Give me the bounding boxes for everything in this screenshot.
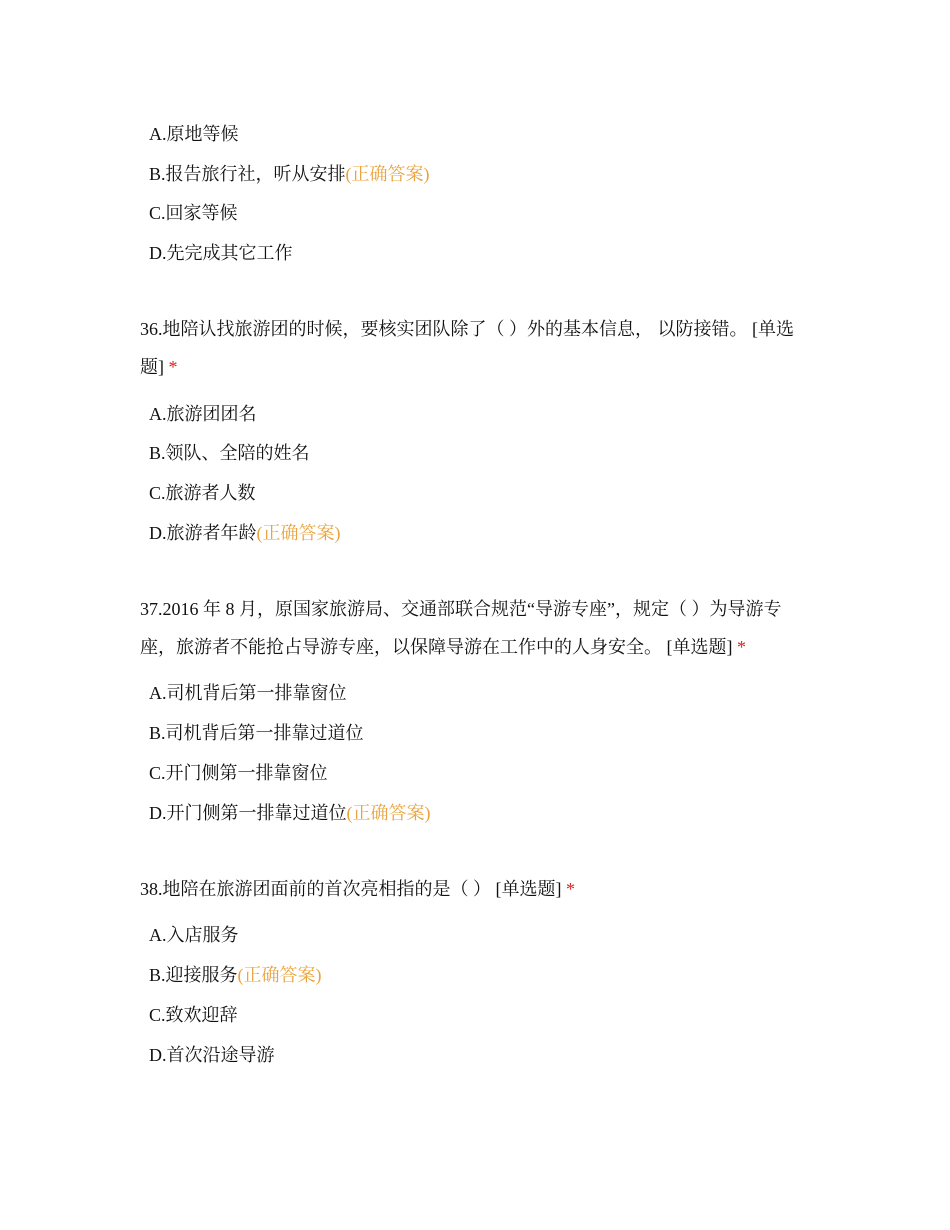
- option-label: D.开门侧第一排靠过道位: [149, 803, 347, 823]
- option-label: C.开门侧第一排靠窗位: [149, 763, 328, 783]
- correct-answer-tag: (正确答案): [346, 803, 431, 823]
- required-marker: *: [737, 637, 746, 657]
- question-text: 37.2016 年 8 月，原国家旅游局、交通部联合规范“导游专座”，规定（ ）为导游专座，旅游者不能抢占导游专座，以保障导游在工作中的人身安全。 [单选题]: [140, 599, 782, 657]
- option-label: B.领队、全陪的姓名: [149, 443, 310, 463]
- q36-option-a: [149, 402, 257, 426]
- correct-answer-tag: (正确答案): [256, 523, 341, 543]
- question-text: 38.地陪在旅游团面前的首次亮相指的是（ ） [单选题]: [140, 879, 562, 899]
- option-label: D.先完成其它工作: [149, 243, 293, 263]
- q37-option-a: [149, 681, 347, 705]
- q36-option-c: [149, 481, 256, 505]
- option-label: A.司机背后第一排靠窗位: [149, 683, 347, 703]
- option-label: C.致欢迎辞: [149, 1005, 238, 1025]
- option-label: B.司机背后第一排靠过道位: [149, 723, 364, 743]
- option-label: A.原地等候: [149, 124, 239, 144]
- option-label: C.旅游者人数: [149, 483, 256, 503]
- question-36: [140, 310, 810, 386]
- required-marker: *: [168, 357, 178, 377]
- q38-option-c: [149, 1003, 238, 1027]
- q36-option-b: [149, 441, 310, 465]
- q38-option-b: [149, 963, 322, 987]
- option-label: D.首次沿途导游: [149, 1045, 275, 1065]
- q35-option-a: [149, 122, 239, 146]
- option-label: B.迎接服务: [149, 965, 238, 985]
- option-label: D.旅游者年龄: [149, 523, 257, 543]
- question-37: [140, 590, 810, 666]
- question-38: [140, 870, 810, 908]
- correct-answer-tag: (正确答案): [345, 164, 430, 184]
- option-label: C.回家等候: [149, 203, 238, 223]
- q35-option-d: [149, 241, 293, 265]
- q38-option-a: [149, 923, 239, 947]
- q37-option-d: [149, 801, 431, 825]
- q35-option-b: [149, 162, 430, 186]
- required-marker: *: [566, 879, 575, 899]
- option-label: B.报告旅行社，听从安排: [149, 164, 346, 184]
- q37-option-b: [149, 721, 364, 745]
- q38-option-d: [149, 1043, 275, 1067]
- q35-option-c: [149, 201, 238, 225]
- question-text: 36.地陪认找旅游团的时候，要核实团队除了（ ）外的基本信息， 以防接错。 [单选题]: [140, 319, 794, 377]
- q36-option-d: [149, 521, 341, 545]
- q37-option-c: [149, 761, 328, 785]
- option-label: A.入店服务: [149, 925, 239, 945]
- option-label: A.旅游团团名: [149, 404, 257, 424]
- correct-answer-tag: (正确答案): [237, 965, 322, 985]
